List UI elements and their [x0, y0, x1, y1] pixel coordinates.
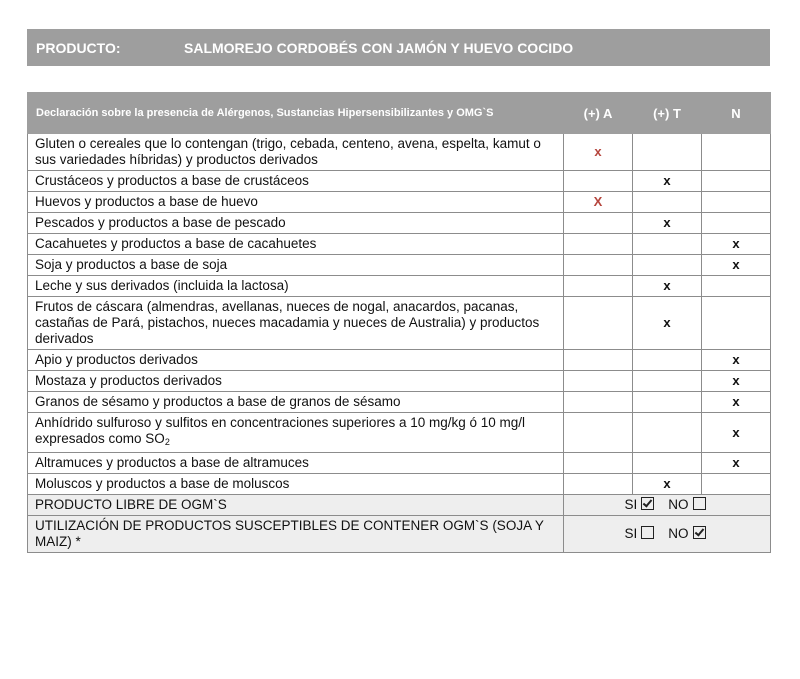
allergen-description: Apio y productos derivados — [28, 350, 564, 371]
mark-cell-a — [564, 213, 633, 234]
table-row — [28, 276, 771, 297]
allergen-description: Granos de sésamo y productos a base de granos de sésamo — [28, 392, 564, 413]
mark-cell-t — [633, 392, 702, 413]
mark-cell-n — [702, 474, 771, 495]
mark-cell-t — [633, 134, 702, 171]
mark-cell-n: x — [702, 371, 771, 392]
table-row — [28, 371, 771, 392]
mark-cell-n: x — [702, 413, 771, 453]
mark-cell-n — [702, 213, 771, 234]
mark-cell-a — [564, 171, 633, 192]
mark-cell-t — [633, 255, 702, 276]
mark-cell-t — [633, 371, 702, 392]
table-row — [28, 350, 771, 371]
mark-cell-n: x — [702, 453, 771, 474]
mark-cell-a: x — [564, 134, 633, 171]
ogm-use-si-checkbox — [641, 526, 654, 539]
table-row — [28, 255, 771, 276]
mark-cell-a — [564, 255, 633, 276]
mark-cell-a — [564, 413, 633, 453]
mark-cell-a — [564, 234, 633, 255]
allergen-description: Cacahuetes y productos a base de cacahuetes — [28, 234, 564, 255]
allergen-description: Frutos de cáscara (almendras, avellanas, nueces de nogal, anacardos, pacanas, castañas de Pará, pistachos, nueces macadamia y nueces de Australia) y productos derivados — [28, 297, 564, 350]
mark-cell-n: x — [702, 255, 771, 276]
allergen-description: Leche y sus derivados (incluida la lactosa) — [28, 276, 564, 297]
table-header-row — [28, 93, 771, 134]
mark-cell-t: x — [633, 213, 702, 234]
ogm-use-no-checkbox — [693, 526, 706, 539]
table-row — [28, 297, 771, 350]
table-row — [28, 234, 771, 255]
ogm-free-label: PRODUCTO LIBRE DE OGM`S — [28, 495, 564, 516]
mark-cell-a — [564, 392, 633, 413]
mark-cell-t — [633, 453, 702, 474]
allergen-description: Huevos y productos a base de huevo — [28, 192, 564, 213]
mark-cell-a — [564, 276, 633, 297]
allergen-description: Mostaza y productos derivados — [28, 371, 564, 392]
ogm-free-si-checkbox — [641, 497, 654, 510]
ogm-free-no-label: NO — [668, 497, 689, 512]
mark-cell-a — [564, 371, 633, 392]
ogm-free-no-checkbox — [693, 497, 706, 510]
table-row — [28, 413, 771, 453]
allergen-description: Crustáceos y productos a base de crustáceos — [28, 171, 564, 192]
ogm-use-answer — [564, 516, 771, 553]
product-header — [27, 29, 770, 66]
mark-cell-n — [702, 134, 771, 171]
table-row — [28, 474, 771, 495]
mark-cell-n — [702, 276, 771, 297]
mark-cell-t: x — [633, 276, 702, 297]
product-name: SALMOREJO CORDOBÉS CON JAMÓN Y HUEVO COCIDO — [184, 39, 574, 56]
allergen-description: Anhídrido sulfuroso y sulfitos en concentraciones superiores a 10 mg/kg ó 10 mg/l expresados como $SO_2$ — [28, 413, 564, 453]
mark-cell-a — [564, 453, 633, 474]
mark-cell-n — [702, 297, 771, 350]
table-row — [28, 192, 771, 213]
table-row — [28, 453, 771, 474]
allergen-description: Moluscos y productos a base de moluscos — [28, 474, 564, 495]
mark-cell-t — [633, 413, 702, 453]
mark-cell-a — [564, 350, 633, 371]
table-row — [28, 213, 771, 234]
allergen-description: Pescados y productos a base de pescado — [28, 213, 564, 234]
mark-cell-a — [564, 474, 633, 495]
mark-cell-n: x — [702, 350, 771, 371]
mark-cell-t: x — [633, 474, 702, 495]
product-label: PRODUCTO: — [36, 39, 121, 56]
table-row — [28, 171, 771, 192]
mark-cell-n — [702, 192, 771, 213]
ogm-use-no-label: NO — [668, 526, 689, 541]
mark-cell-n: x — [702, 392, 771, 413]
table-row — [28, 134, 771, 171]
mark-cell-t — [633, 234, 702, 255]
header-col-a: (+) A — [564, 93, 633, 134]
ogm-use-si-label: SI — [624, 526, 638, 541]
ogm-use-row — [28, 516, 771, 553]
header-col-n: N — [702, 93, 771, 134]
mark-cell-n: x — [702, 234, 771, 255]
ogm-free-row — [28, 495, 771, 516]
ogm-use-label: UTILIZACIÓN DE PRODUCTOS SUSCEPTIBLES DE CONTENER OGM`S (SOJA Y MAIZ) * — [28, 516, 564, 553]
mark-cell-t — [633, 350, 702, 371]
ogm-free-answer — [564, 495, 771, 516]
mark-cell-n — [702, 171, 771, 192]
allergen-description: Gluten o cereales que lo contengan (trigo, cebada, centeno, avena, espelta, kamut o sus variedades híbridas) y productos derivados — [28, 134, 564, 171]
mark-cell-a: X — [564, 192, 633, 213]
ogm-free-si-label: SI — [624, 497, 638, 512]
allergen-table — [27, 92, 771, 553]
mark-cell-a — [564, 297, 633, 350]
header-description: Declaración sobre la presencia de Alérgenos, Sustancias Hipersensibilizantes y OMG`S — [28, 93, 564, 134]
header-col-t: (+) T — [633, 93, 702, 134]
mark-cell-t: x — [633, 171, 702, 192]
allergen-description: Altramuces y productos a base de altramuces — [28, 453, 564, 474]
mark-cell-t — [633, 192, 702, 213]
allergen-description: Soja y productos a base de soja — [28, 255, 564, 276]
mark-cell-t: x — [633, 297, 702, 350]
table-row — [28, 392, 771, 413]
